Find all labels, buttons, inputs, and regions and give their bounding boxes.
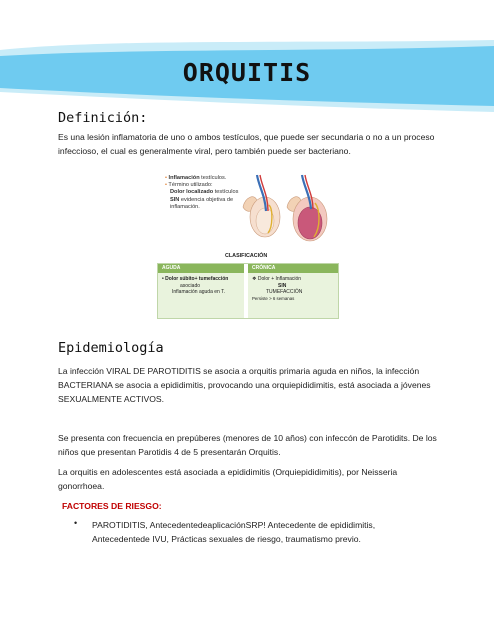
classification-label: CLASIFICACIÓN — [225, 253, 268, 259]
note-line: inflamación. — [170, 203, 200, 210]
acute-header: AGUDA — [158, 264, 244, 273]
chronic-cell: ❖ Dolor + Inflamación SIN TUMEFACCIÓN Persiste > 6 semanas — [248, 273, 338, 318]
note-line: SIN evidencia objetiva de — [170, 196, 234, 203]
note-line: Dolor localizado testículos — [170, 189, 239, 196]
illustration-notes — [165, 175, 238, 211]
definition-heading: Definición: — [58, 110, 148, 126]
epidemiology-paragraph-2: Se presenta con frecuencia en prepúberes (menores de 10 años) con infeccón de Parotidits. De los niños que presentan Parotidis 4 de 5 presentarán Orquitis. — [58, 433, 437, 457]
classification-table — [157, 263, 339, 319]
epidemiology-paragraph-3: La orquitis en adolescentes está asociada a epididimitis (Orquiepididimitis), por Neisseria gonorrhoea. — [58, 467, 398, 491]
orchitis-illustration — [155, 165, 340, 320]
testicle-anatomy-drawing — [235, 167, 335, 247]
note-line: • Término utilizado: — [165, 182, 213, 189]
epidemiology-paragraph-1: La infección VIRAL DE PAROTIDITIS se asocia a orquitis primaria aguda en niños, la infección BACTERIANA se asocia a epididimitis, provocando una orquiepididimitis, está asociada a jóvenes SEXUALMENTE ACTIVOS. — [58, 366, 431, 404]
epidemiology-heading: Epidemiología — [58, 340, 164, 356]
chronic-header: CRÓNICA — [248, 264, 338, 273]
risk-factors-heading: FACTORES DE RIESGO: — [62, 501, 162, 511]
bullet-marker: • — [74, 518, 78, 528]
definition-text: Es una lesión inflamatoria de uno o ambos testículos, que puede ser secundaria o no a un proceso infeccioso, el cual es generalmente viral, pero también puede ser bacteriano. — [58, 132, 435, 156]
note-line: • Inflamación testículos. — [165, 175, 227, 181]
page-title: ORQUITIS — [182, 58, 312, 87]
acute-cell: • Dolor súbito+ tumefacción asociado Inflamación aguda en T. — [158, 273, 244, 318]
risk-factors-item: PAROTIDITIS, AntecedentedeaplicaciónSRP! Antecedente de epididimitis, Antecedentede IVU, Prácticas sexuales de riesgo, traumatismo previo. — [92, 520, 376, 544]
